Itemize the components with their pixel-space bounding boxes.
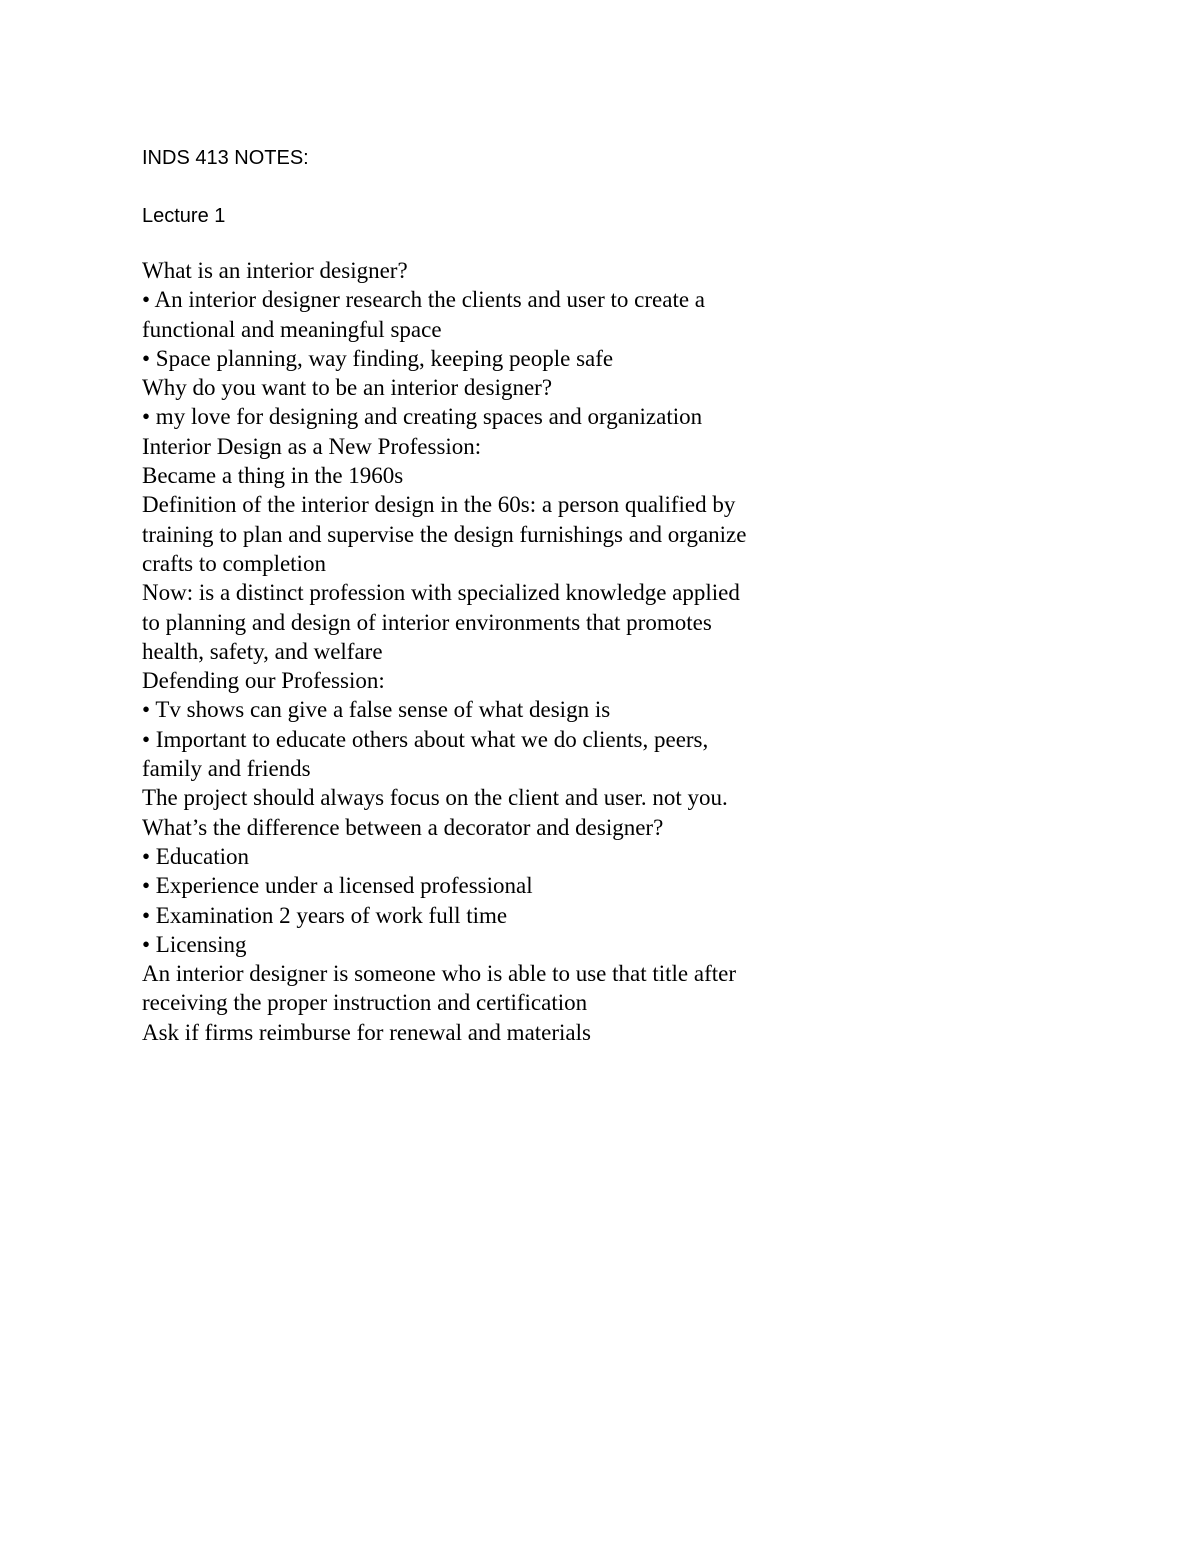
note-line: • Space planning, way finding, keeping people safe (142, 345, 614, 371)
document-title: INDS 413 NOTES: (142, 147, 309, 169)
notes-body (142, 256, 842, 1047)
note-line: • my love for designing and creating spaces and organization (142, 404, 703, 430)
note-line: An interior designer is someone who is able to use that title after (142, 961, 737, 987)
note-line: Definition of the interior design in the 60s: a person qualified by (142, 492, 736, 518)
note-line: functional and meaningful space (142, 316, 442, 342)
note-line: Why do you want to be an interior designer? (142, 375, 553, 401)
note-line: Now: is a distinct profession with specialized knowledge applied (142, 580, 740, 606)
note-line: • Important to educate others about what we do clients, peers, (142, 726, 709, 752)
note-line: to planning and design of interior environments that promotes (142, 609, 712, 635)
lecture-label: Lecture 1 (142, 205, 226, 227)
note-line: Defending our Profession: (142, 668, 385, 694)
note-line: training to plan and supervise the design furnishings and organize (142, 521, 747, 547)
note-line: • Education (142, 843, 250, 869)
note-line: What’s the difference between a decorator and designer? (142, 814, 664, 840)
note-line: receiving the proper instruction and certification (142, 990, 588, 1016)
document-header (142, 145, 309, 229)
note-line: • Licensing (142, 931, 247, 957)
note-line: Interior Design as a New Profession: (142, 433, 482, 459)
note-line: • Experience under a licensed professional (142, 873, 533, 899)
note-line: What is an interior designer? (142, 258, 408, 283)
note-line: Became a thing in the 1960s (142, 463, 404, 489)
note-line: • An interior designer research the clients and user to create a (142, 287, 706, 313)
note-line: family and friends (142, 756, 311, 782)
note-line: Ask if firms reimburse for renewal and materials (142, 1019, 591, 1045)
note-line: crafts to completion (142, 550, 326, 576)
note-line: The project should always focus on the client and user. not you. (142, 785, 728, 811)
note-line: health, safety, and welfare (142, 638, 383, 664)
note-line: • Tv shows can give a false sense of what design is (142, 697, 611, 723)
note-line: • Examination 2 years of work full time (142, 902, 508, 928)
